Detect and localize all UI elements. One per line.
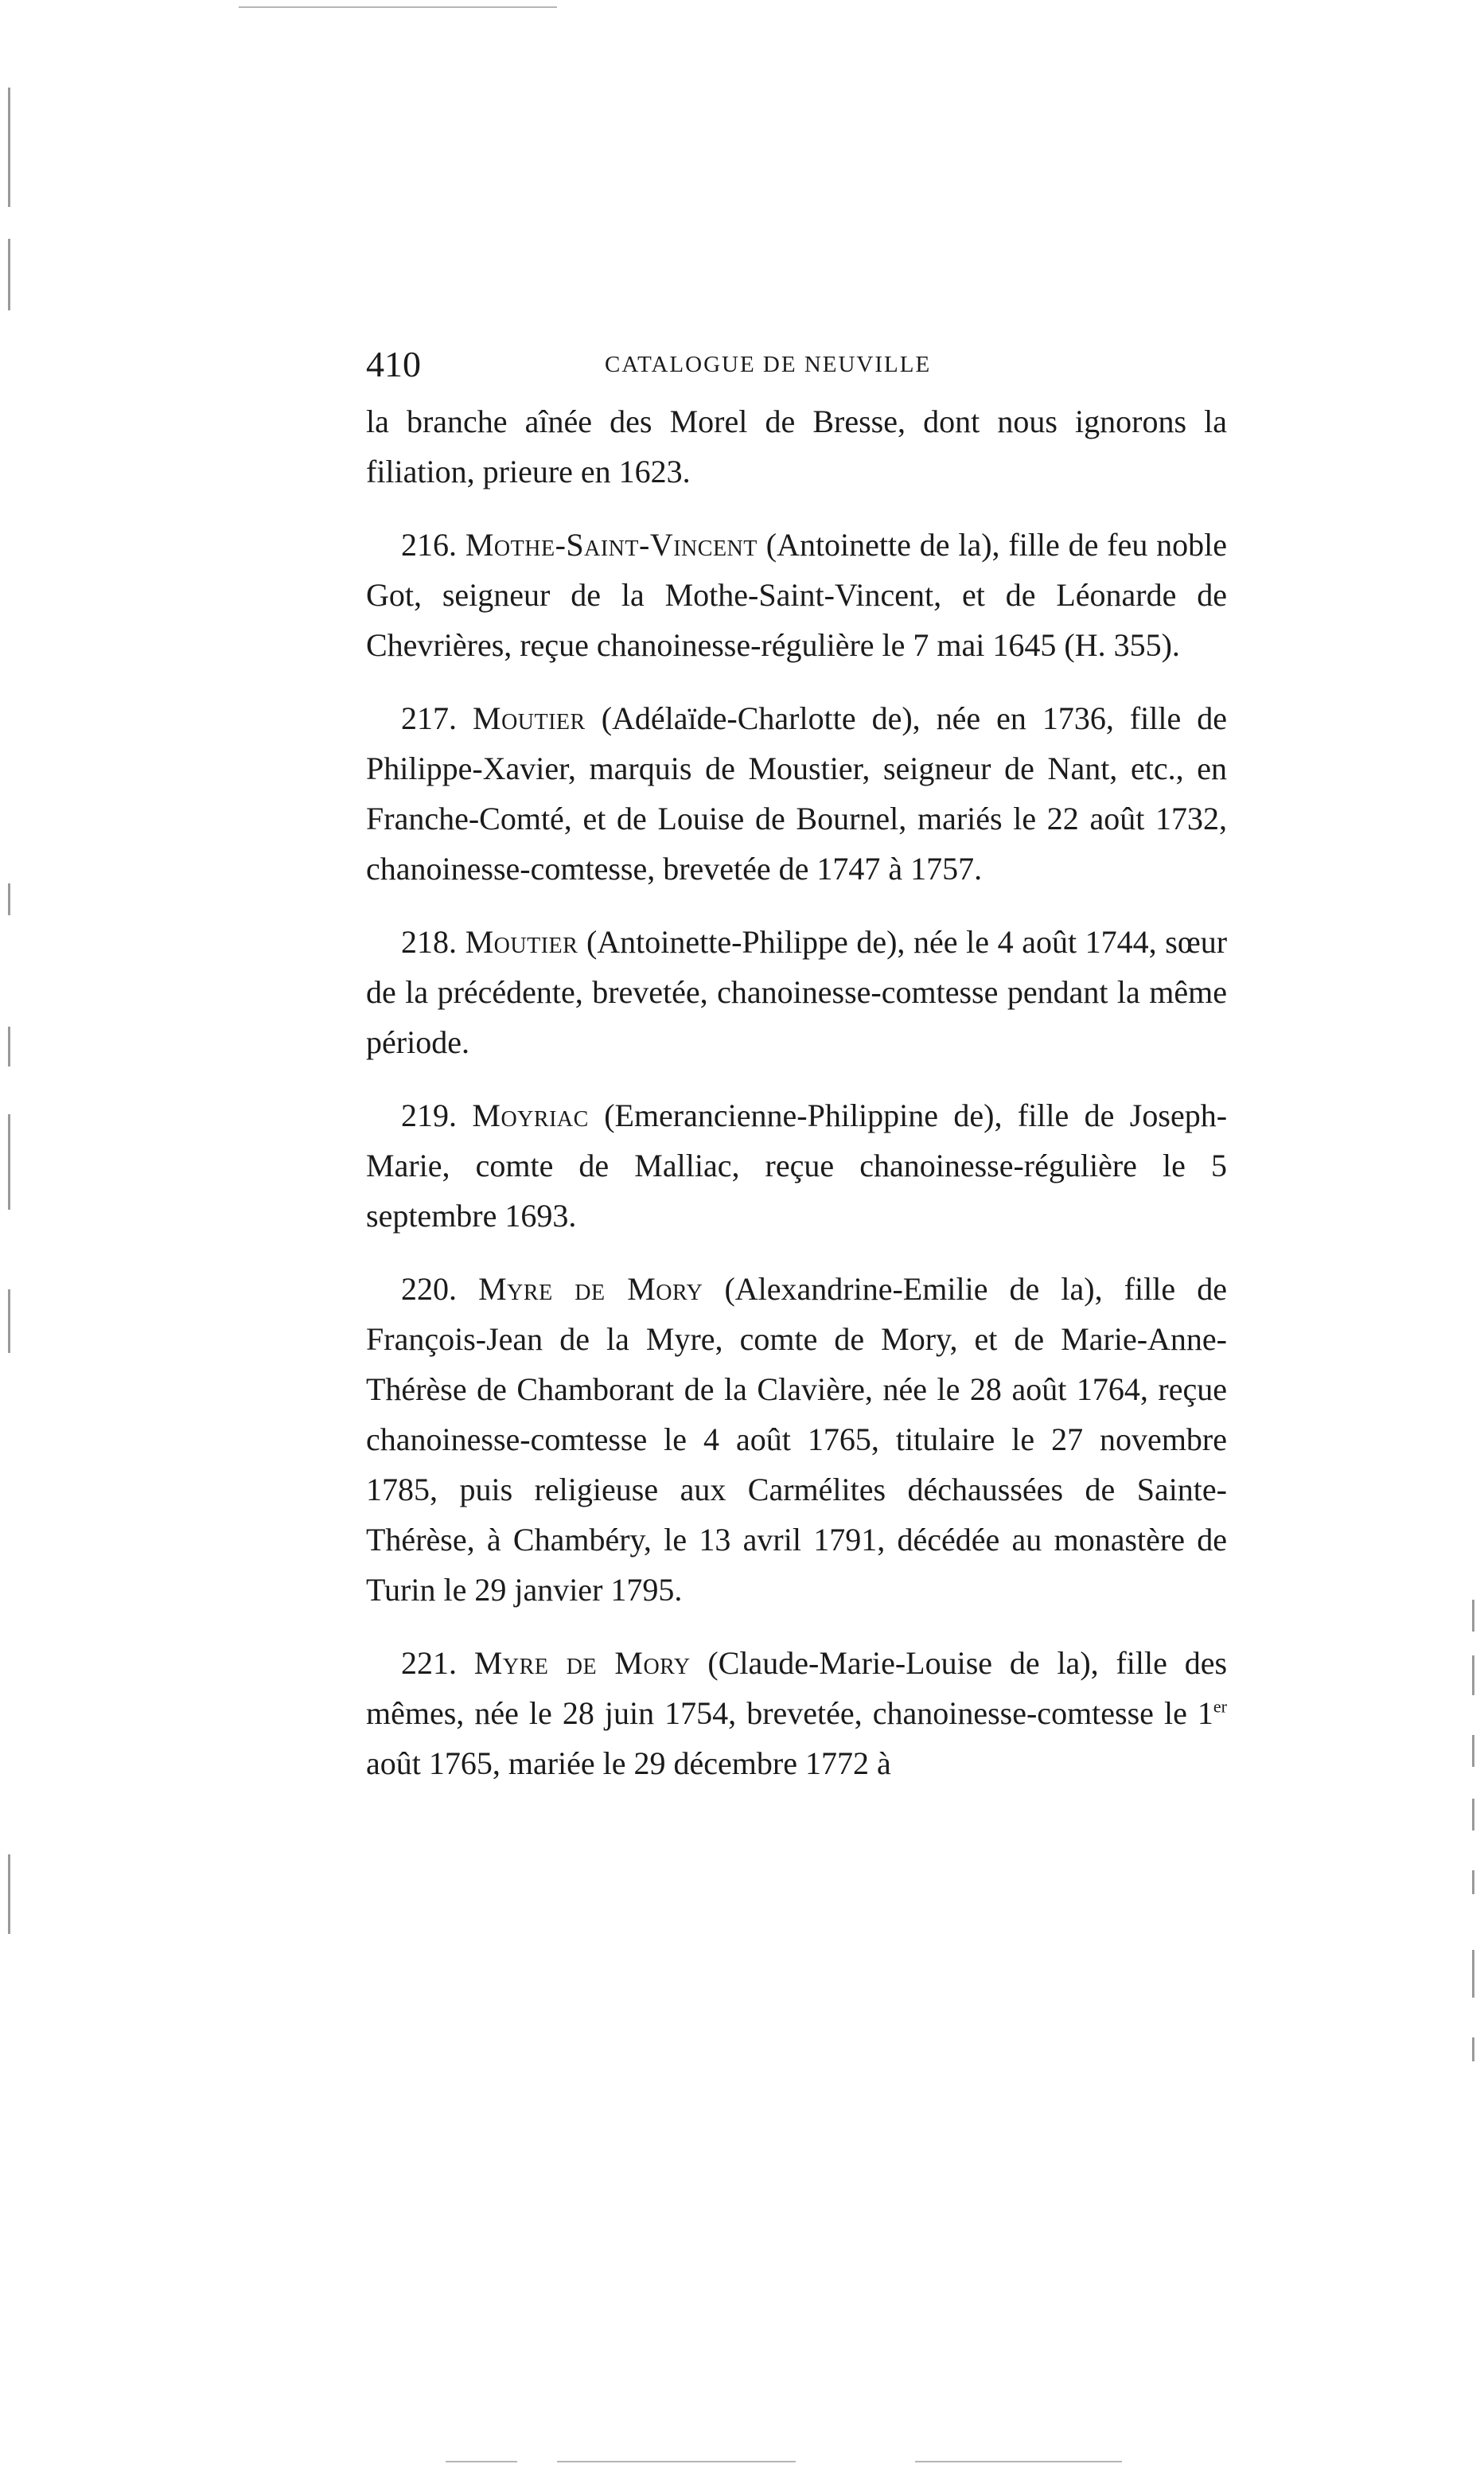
scan-edge-line [446, 2461, 517, 2462]
scan-edge-line [239, 6, 557, 8]
entry-text: (Emerancienne-Philippine de), fille de Joseph-Marie, comte de Malliac, reçue chanoinesse-régulière le 5 septembre 1693. [366, 1098, 1228, 1234]
entry-text: (Alexandrine-Emilie de la), fille de François-Jean de la Myre, comte de Mory, et de Marie-Anne-Thérèse de Chamborant de la Clavière, née le 28 août 1764, reçue chanoinesse-comtesse le 4 août 1765, titulaire le 27 novembre 1785, puis religieuse aux Carmélites déchaussées de Sainte-Thérèse, à Chambéry, le 13 avril 1791, décédée au monastère de Turin le 29 janvier 1795. [366, 1271, 1227, 1608]
entry-text-continued: août 1765, mariée le 29 décembre 1772 à [366, 1745, 891, 1781]
scan-margin-mark [8, 88, 10, 207]
scan-margin-mark [8, 1289, 10, 1353]
paragraph-continuation [366, 396, 1227, 497]
running-title: CATALOGUE DE NEUVILLE [605, 352, 932, 377]
entry-text: (Antoinette-Philippe de), née le 4 août 1744, sœur de la précédente, brevetée, chanoinesse-comtesse pendant la même période. [366, 924, 1228, 1060]
scan-edge-line [557, 2461, 796, 2462]
scan-margin-mark [8, 239, 10, 310]
scan-margin-mark [8, 1027, 10, 1066]
entry-number: 218. [401, 924, 457, 960]
page-header [366, 341, 1241, 388]
entry-text: (Claude-Marie-Louise de la), fille des mêmes, née le 28 juin 1754, brevetée, chanoinesse-comtesse le 1 [366, 1645, 1228, 1731]
entry-name: Moutier [465, 924, 578, 960]
superscript-ordinal: er [1213, 1696, 1227, 1717]
scan-margin-mark [1472, 1600, 1474, 1632]
entry-number: 216. [401, 527, 457, 563]
entry-text: (Antoinette de la), fille de feu noble Got, seigneur de la Mothe-Saint-Vincent, et de Léonarde de Chevrières, reçue chanoinesse-régulière le 7 mai 1645 (H. 355). [366, 527, 1228, 663]
entry-218 [366, 917, 1227, 1067]
scan-margin-mark [1472, 1799, 1474, 1831]
entry-name: Moutier [473, 700, 586, 736]
scan-margin-mark [1472, 1735, 1474, 1767]
page-number: 410 [366, 344, 421, 384]
entry-number: 219. [401, 1098, 457, 1133]
entry-name: Myre de Mory [473, 1645, 691, 1681]
scan-margin-mark [8, 1114, 10, 1210]
entry-number: 221. [401, 1645, 457, 1681]
paragraph-text: la branche aînée des Morel de Bresse, dont nous ignorons la filiation, prieure en 1623. [366, 404, 1227, 489]
scan-margin-mark [1472, 1655, 1474, 1695]
entry-name: Mothe-Saint-Vincent [465, 527, 758, 563]
entry-name: Myre de Mory [478, 1271, 703, 1307]
scan-margin-mark [8, 1854, 10, 1934]
scan-margin-mark [1472, 1870, 1474, 1894]
scan-margin-mark [1472, 1950, 1474, 1998]
body-text [366, 396, 1227, 1811]
entry-number: 220. [401, 1271, 457, 1307]
entry-number: 217. [401, 700, 457, 736]
entry-220 [366, 1264, 1227, 1615]
scan-margin-mark [8, 883, 10, 915]
entry-217 [366, 693, 1227, 894]
entry-219 [366, 1090, 1227, 1241]
entry-221 [366, 1638, 1227, 1788]
entry-216 [366, 520, 1227, 670]
scan-edge-line [915, 2461, 1122, 2462]
entry-text: (Adélaïde-Charlotte de), née en 1736, fille de Philippe-Xavier, marquis de Moustier, seigneur de Nant, etc., en Franche-Comté, et de Louise de Bournel, mariés le 22 août 1732, chanoinesse-comtesse, brevetée de 1747 à 1757. [366, 700, 1228, 887]
scan-margin-mark [1472, 2037, 1474, 2061]
entry-name: Moyriac [472, 1098, 589, 1133]
